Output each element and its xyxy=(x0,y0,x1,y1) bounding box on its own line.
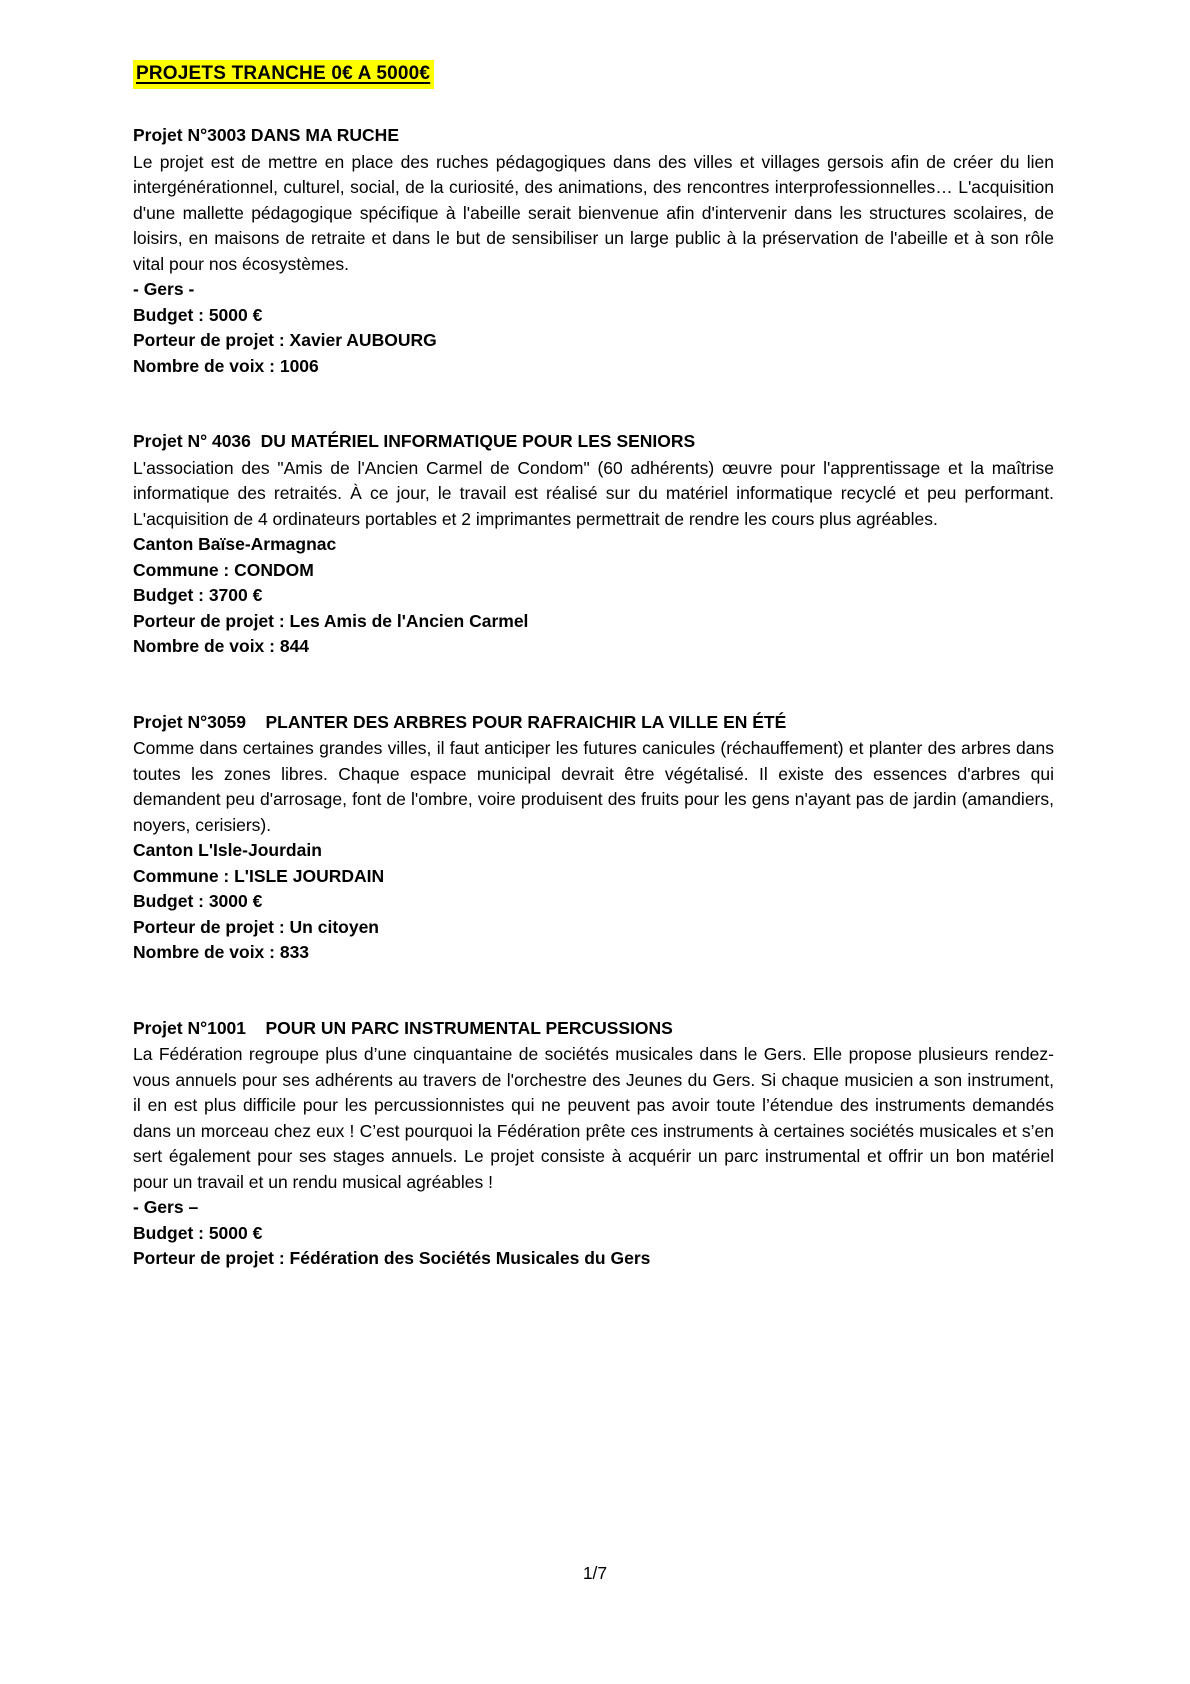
project-heading: Projet N°1001 POUR UN PARC INSTRUMENTAL PERCUSSIONS xyxy=(133,1017,673,1038)
project-meta-line: Nombre de voix : 844 xyxy=(133,636,310,656)
project-entry xyxy=(133,710,1054,966)
project-meta-line: Budget : 3700 € xyxy=(133,585,263,605)
project-entry xyxy=(133,123,1054,379)
project-meta-line: Porteur de projet : Fédération des Sociétés Musicales du Gers xyxy=(133,1248,651,1268)
project-meta-line: Canton L'Isle-Jourdain xyxy=(133,840,322,860)
project-meta-line: - Gers – xyxy=(133,1197,199,1217)
project-meta-line: Canton Baïse-Armagnac xyxy=(133,534,337,554)
project-meta xyxy=(133,838,1054,966)
project-heading: Projet N°3059 PLANTER DES ARBRES POUR RAFRAICHIR LA VILLE EN ÉTÉ xyxy=(133,711,787,732)
project-description: Le projet est de mettre en place des ruches pédagogiques dans des villes et villages gersois afin de créer du lien intergénérationnel, culturel, social, de la curiosité, des animations, des rencontres interprofessionnelles… L'acquisition d'une mallette pédagogique spécifique à l'abeille serait bienvenue afin d'intervenir dans les structures scolaires, de loisirs, en maisons de retraite et dans le but de sensibiliser un large public à la préservation de l'abeille et à son rôle vital pour nos écosystèmes. xyxy=(133,151,1054,274)
project-entry xyxy=(133,429,1054,660)
page-number: 1/7 xyxy=(582,1563,608,1583)
project-meta-line: Porteur de projet : Xavier AUBOURG xyxy=(133,330,437,350)
project-meta-line: Budget : 5000 € xyxy=(133,304,263,325)
project-meta-line: Budget : 5000 € xyxy=(133,1222,263,1243)
project-meta-line: Nombre de voix : 1006 xyxy=(133,355,319,376)
project-meta-line: Commune : CONDOM xyxy=(133,559,314,580)
project-meta-line: Budget : 3000 € xyxy=(133,891,263,911)
project-description: La Fédération regroupe plus d’une cinquantaine de sociétés musicales dans le Gers. Elle propose plusieurs rendez-vous annuels pour ses adhérents au travers de l'orchestre des Jeunes du Gers. Si chaque musicien a son instrument, il en est plus difficile pour les percussionnistes qui ne peuvent pas avoir toute l’étendue des instruments demandés dans un morceau chez eux ! C’est pourquoi la Fédération prête ces instruments à certaines sociétés musicales et s’en sert également pour ses stages annuels. Le projet consiste à acquérir un parc instrumental et offrir un bon matériel pour un travail et un rendu musical agréables ! xyxy=(133,1044,1054,1192)
project-meta-line: Commune : L'ISLE JOURDAIN xyxy=(133,865,385,886)
document-title: PROJETS TRANCHE 0€ A 5000€ xyxy=(133,60,434,89)
project-heading: Projet N°3003 DANS MA RUCHE xyxy=(133,125,399,145)
document-title-row xyxy=(133,60,1054,89)
project-heading: Projet N° 4036 DU MATÉRIEL INFORMATIQUE POUR LES SENIORS xyxy=(133,431,696,451)
project-description: Comme dans certaines grandes villes, il faut anticiper les futures canicules (réchauffement) et planter des arbres dans toutes les zones libres. Chaque espace municipal devrait être végétalisé. Il existe des essences d'arbres qui demandent peu d'arrosage, font de l'ombre, voire produisent des fruits pour les gens n'ayant pas de jardin (amandiers, noyers, cerisiers). xyxy=(133,738,1054,835)
project-meta xyxy=(133,277,1054,379)
project-meta-line: Nombre de voix : 833 xyxy=(133,942,310,962)
project-meta-line: Porteur de projet : Les Amis de l'Ancien Carmel xyxy=(133,610,529,631)
project-description: L'association des "Amis de l'Ancien Carmel de Condom" (60 adhérents) œuvre pour l'apprentissage et la maîtrise informatique des retraités. À ce jour, le travail est réalisé sur du matériel informatique recyclé et peu performant. L'acquisition de 4 ordinateurs portables et 2 imprimantes permettrait de rendre les cours plus agréables. xyxy=(133,457,1054,529)
project-meta-line: Porteur de projet : Un citoyen xyxy=(133,916,379,937)
project-meta-line: - Gers - xyxy=(133,279,195,299)
project-entry xyxy=(133,1016,1054,1272)
project-list xyxy=(133,123,1054,1272)
project-meta xyxy=(133,532,1054,660)
project-meta xyxy=(133,1195,1054,1272)
